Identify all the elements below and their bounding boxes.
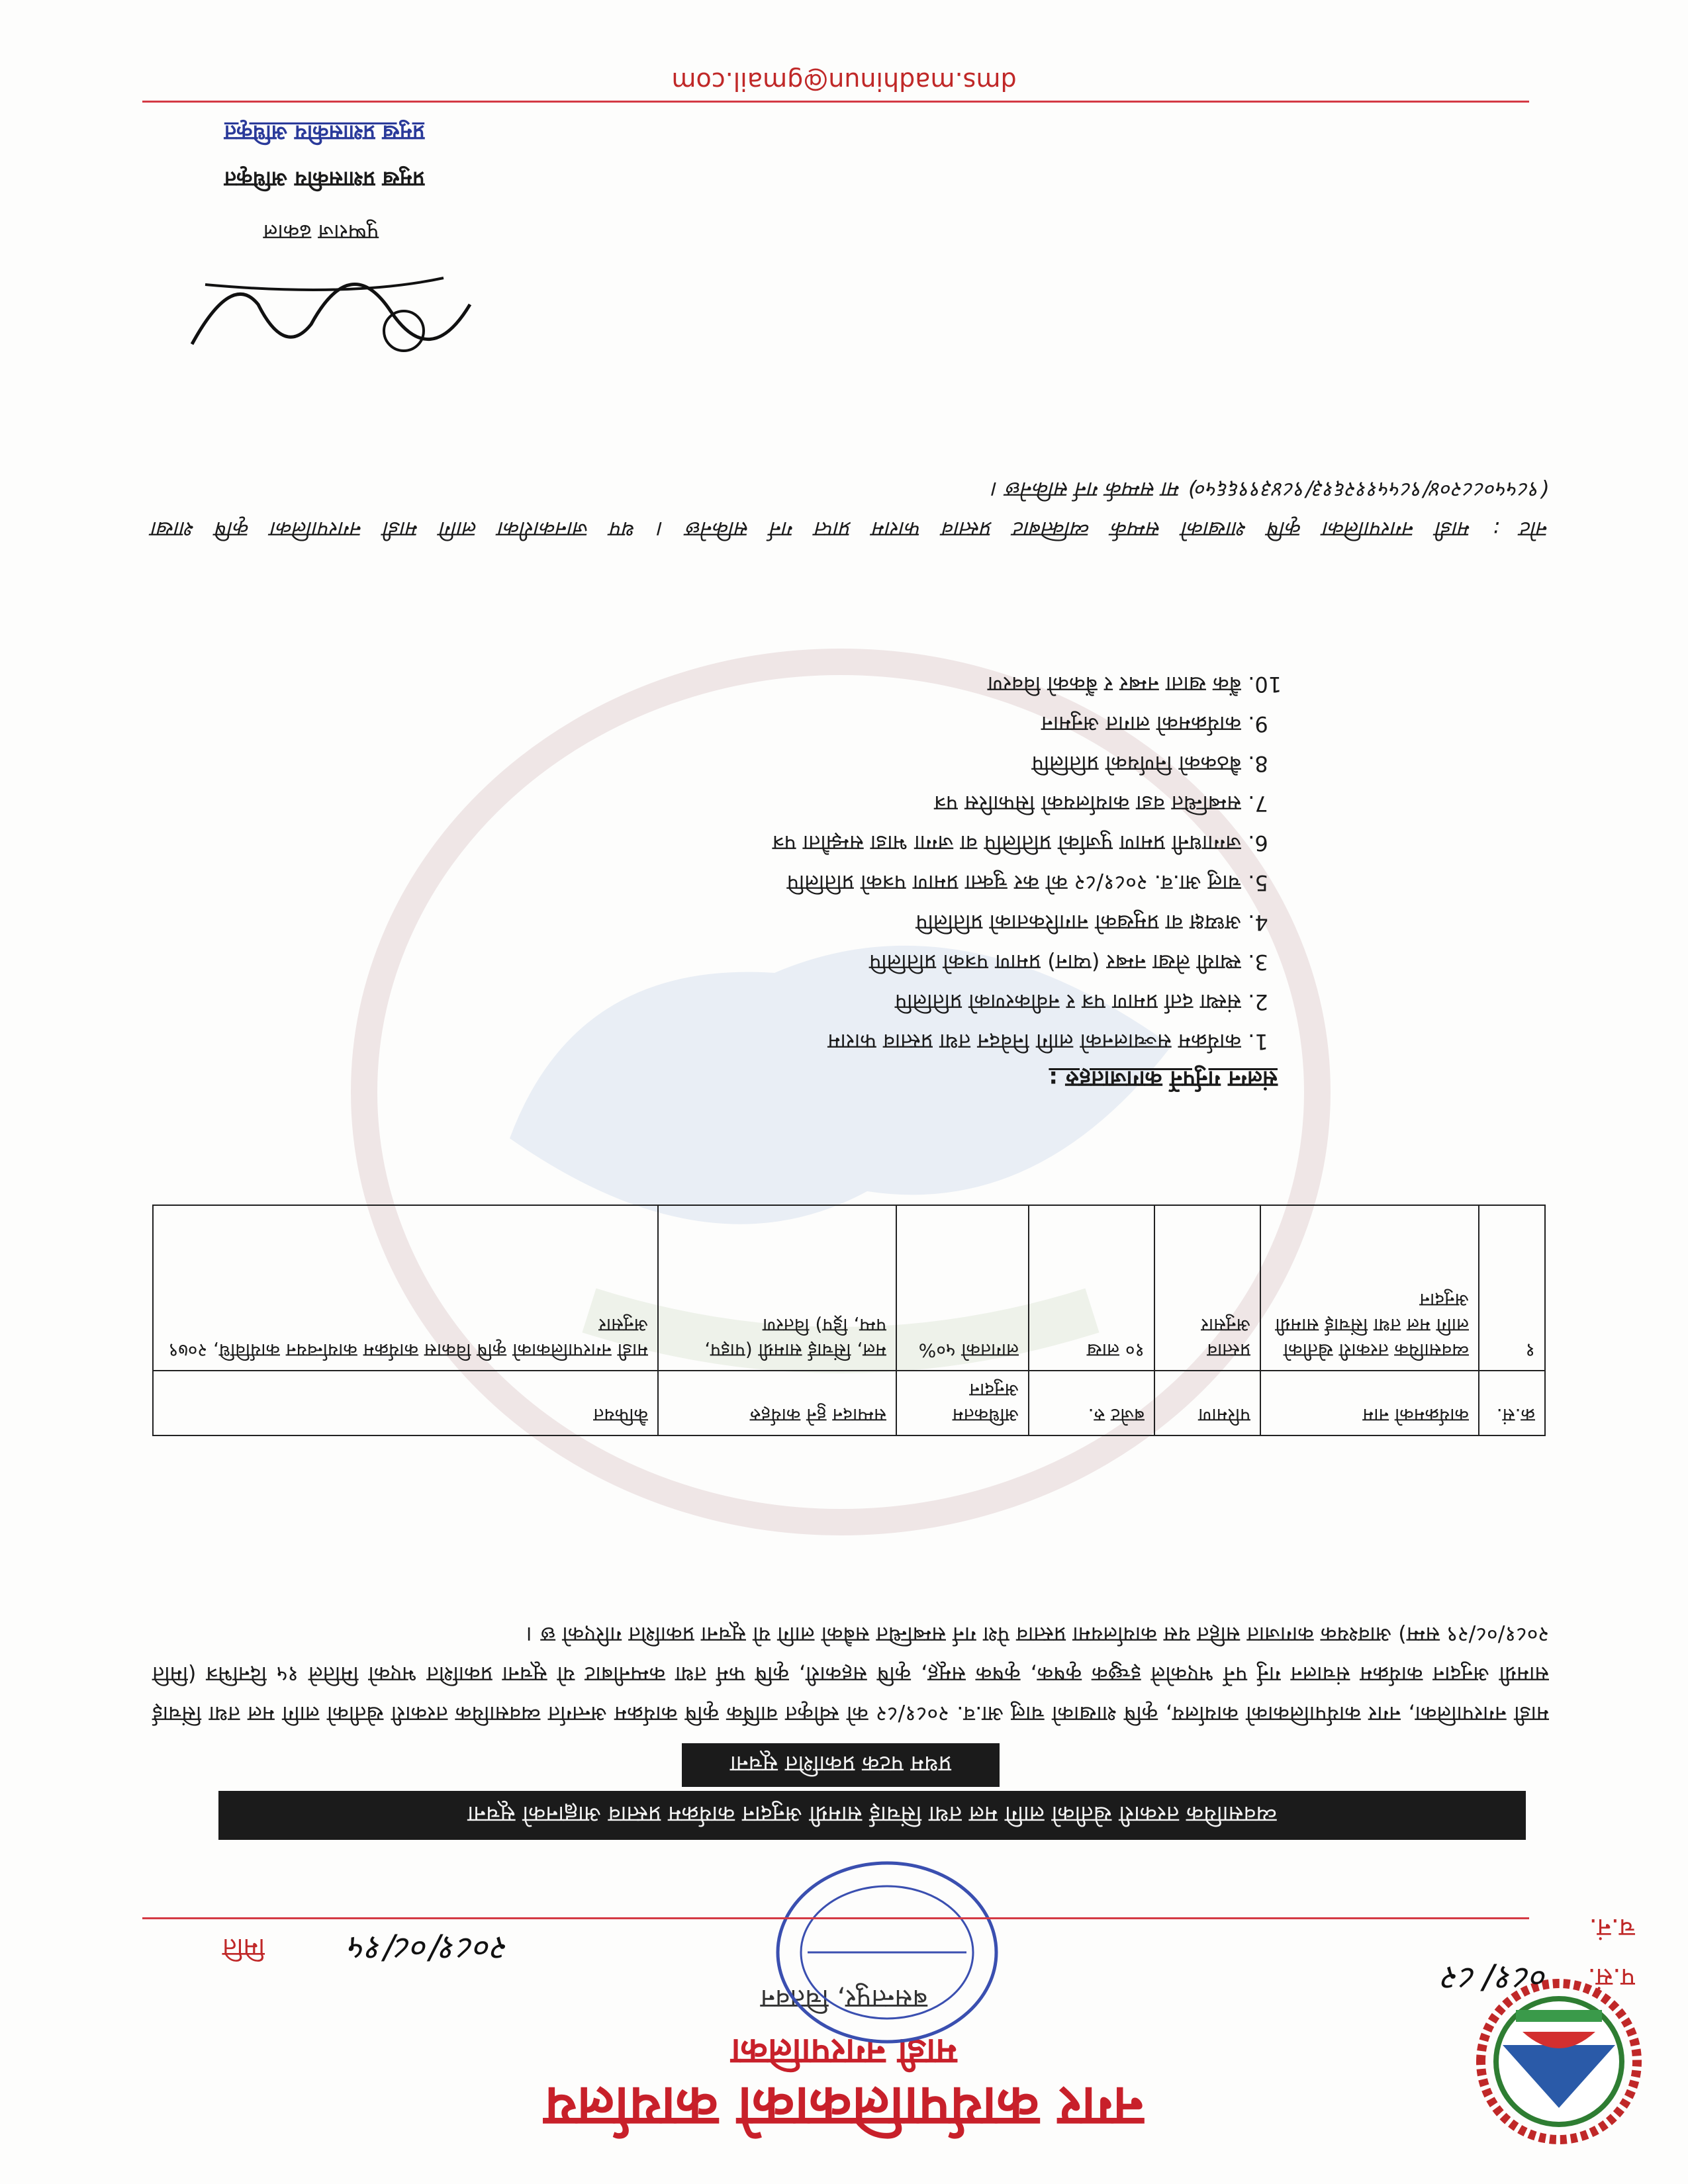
signatory-designation: प्रमुख प्रशासकीय अधिकृत xyxy=(224,167,425,192)
cell-subsidy: लागतको ५०% xyxy=(896,1205,1029,1371)
signatory-name: पुष्पराज ढकाल xyxy=(263,220,379,245)
col-remarks: कैफियत xyxy=(153,1371,658,1435)
date-value: २०८१/०८/१५ xyxy=(350,1929,510,1968)
col-budget: बजेट रु. xyxy=(1029,1371,1154,1435)
received-stamp xyxy=(768,1853,1006,2052)
office-title: नगर कार्यपालिकाको कार्यालय xyxy=(544,2075,1144,2140)
col-subsidy: अधिकतम अनुदान xyxy=(896,1371,1029,1435)
signatory-designation-stamp: प्रमुख प्रशासकीय अधिकृत xyxy=(224,120,425,146)
footer-divider xyxy=(142,101,1529,103)
municipality-emblem-logo xyxy=(1476,1979,1642,2144)
cell-budget: १० लाख xyxy=(1029,1205,1154,1371)
notice-body: माडी नगरपालिका, नगर कार्यपालिकाको कार्यालय, कृषि शाखाको चालु आ.व. २०८१/८२ को स्वीकृत वार्षिक कृषि कार्यक्रम अन्तर्गत व्यवसायिक तरकारी खेतीको लागि मल तथा सिंचाई सामग्री अनुदान कार्यक्रम संचालन गर्नु पर्ने भएकोले इच्छुक कृषक, कृषक समूह, कृषि सहकारी, कृषि फर्म तथा कम्पनीबाट यो सूचना प्रकाशित भएको मितिले १५ दिनभित्र (मिति २०८१/०८/२९ सम्म) आवश्यक कागजात सहित यस कार्यालयमा प्रस्ताव पेश गर्न सम्बन्धित सबैको लागि यो सूचना प्रकाशित गरिएको छ । xyxy=(152,1622,1549,1727)
col-activity: सम्पादन हुने कार्यहरु xyxy=(658,1371,896,1435)
programme-table-wrap xyxy=(152,1205,1546,1436)
footer-email: dms.madhinun@gmail.com xyxy=(671,67,1017,96)
list-item: 2. संस्था दर्ता प्रमाण पत्र र नवीकरणको प्रतिलिपि xyxy=(116,985,1241,1019)
office-subtitle: माडी नगरपालिका xyxy=(731,2031,957,2073)
list-item: 5. चालु आ.व. २०८१/८२ को कर चुक्ता प्रमाण पत्रको प्रतिलिपि xyxy=(116,866,1241,900)
cell-remarks: माडी नगरपालिकाको कृषि विकास कार्यक्रम कार्यान्वयन कार्यविधि, २०७९ अनुसार xyxy=(153,1205,658,1371)
handwritten-signature xyxy=(165,251,483,384)
programme-table xyxy=(152,1205,1546,1436)
list-item: 4. अध्यक्ष वा प्रमुखको नागरिकताको प्रतिलिपि xyxy=(116,905,1241,940)
list-item: 6. जग्गाधनी प्रमाण पुर्जाको प्रतिलिपि वा जग्गा भाडा सम्झौता पत्र xyxy=(116,826,1241,860)
dispatch-number-label: च.नं. xyxy=(1589,1913,1635,1942)
letter-number-value: ०८१/८२ xyxy=(1442,1959,1549,1997)
notice-subheading: प्रथम पटक प्रकाशित सूचना xyxy=(682,1743,1000,1787)
list-item: 8. बैठकको निर्णयको प्रतिलिपि xyxy=(116,747,1241,781)
documents-list xyxy=(116,662,1278,1059)
notice-heading-bar: व्यवसायिक तरकारी खेतीको लागि मल तथा सिंचाई सामग्री अनुदान कार्यक्रम प्रस्ताव आह्वानको सूचना xyxy=(218,1791,1526,1840)
cell-programme: व्यवसायिक तरकारी खेतीको लागि मल तथा सिंचाई सामग्री अनुदान xyxy=(1260,1205,1479,1371)
documents-heading: संलग्न गर्नुपर्ने कागजातहरु : xyxy=(1049,1066,1278,1092)
col-measure: परिमाण xyxy=(1154,1371,1260,1435)
list-item: 3. स्थायी लेखा नम्बर (प्यान) प्रमाण पत्रको प्रतिलिपि xyxy=(116,945,1241,979)
list-item: 10. बैंक खाता नम्बर र बैंकको विवरण xyxy=(116,667,1241,702)
header-divider xyxy=(142,1917,1529,1919)
letter-number-label: प.सं. xyxy=(1587,1963,1635,1992)
col-programme: कार्यक्रमको नाम xyxy=(1260,1371,1479,1435)
cell-activity: मल, सिंचाई सामग्री (पाइप, पम्प, ड्रिप) वितरण xyxy=(658,1205,896,1371)
list-item: 1. कार्यक्रम सञ्चालनको लागि निवेदन तथा प्रस्ताव फाराम xyxy=(116,1024,1241,1059)
notice-note: नोट : माडी नगरपालिका कृषि शाखाको सम्पर्क व्यक्तिबाट प्रस्ताव फाराम प्राप्त गर्न सकिनेछ । थप जानकारीका लागि माडी नगरपालिका कृषि शाखा (९८५५०८८२०४/९८५५११२६१३/९८४३९९६६५०) मा सम्पर्क गर्न सकिनेछ । xyxy=(152,477,1549,542)
office-address: बसन्तपुर, चितवन xyxy=(760,1983,928,2014)
cell-serial: १ xyxy=(1479,1205,1545,1371)
col-serial: क्र.सं. xyxy=(1479,1371,1545,1435)
list-item: 9. कार्यक्रमको लागत अनुमान xyxy=(116,707,1241,741)
table-row xyxy=(153,1205,1545,1371)
list-item: 7. सम्बन्धित वडा कार्यालयको सिफारिस पत्र xyxy=(116,786,1241,821)
cell-measure: प्रस्ताव अनुसार xyxy=(1154,1205,1260,1371)
date-label: मिति xyxy=(222,1933,265,1962)
